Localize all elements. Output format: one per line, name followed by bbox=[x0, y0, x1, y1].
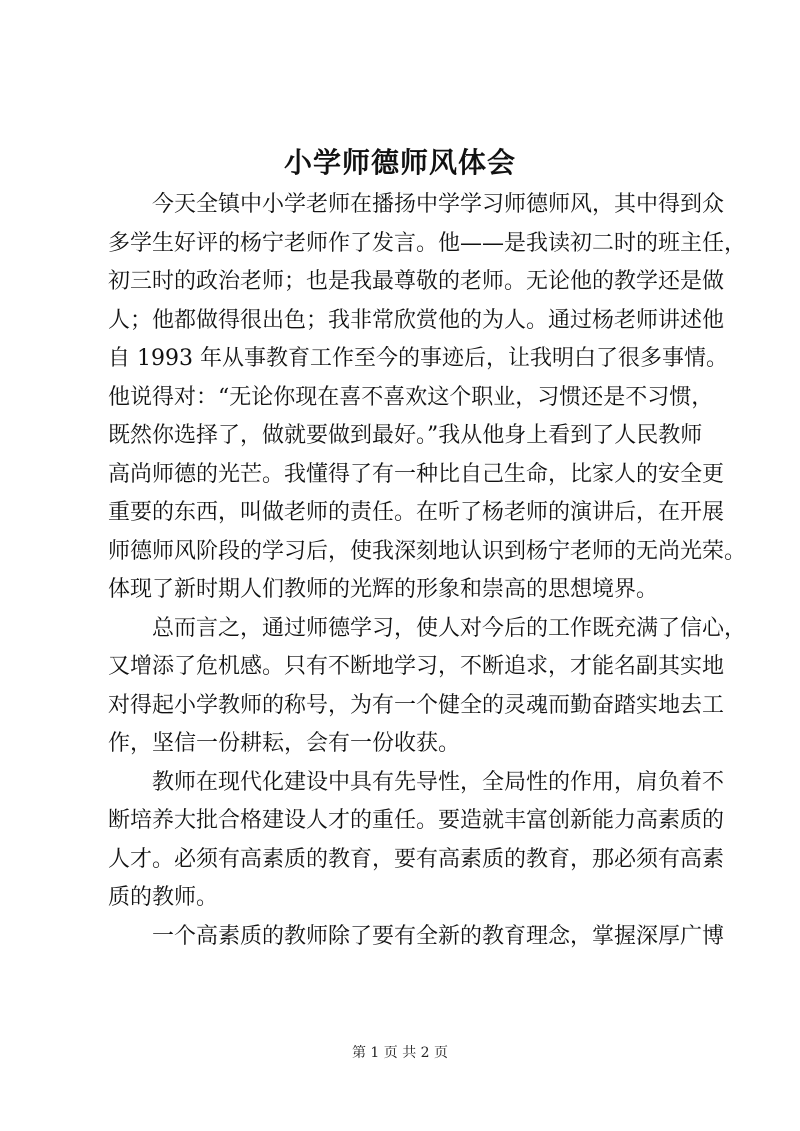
body-line: 师德师风阶段的学习后，使我深刻地认识到杨宁老师的无尚光荣。 bbox=[108, 538, 747, 564]
body-line: 人；他都做得很出色；我非常欣赏他的为人。通过杨老师讲述他 bbox=[108, 307, 725, 333]
body-line: 总而言之，通过师德学习，使人对今后的工作既充满了信心， bbox=[108, 615, 747, 641]
body-line: 今天全镇中小学老师在播扬中学学习师德师风，其中得到众 bbox=[108, 192, 725, 217]
page-number-footer: 第 1 页 共 2 页 bbox=[351, 1045, 449, 1061]
document-title: 小学师德师风体会 bbox=[283, 146, 516, 179]
body-line: 又增添了危机感。只有不断地学习，不断追求，才能名副其实地 bbox=[108, 654, 725, 679]
body-line: 多学生好评的杨宁老师作了发言。他——是我读初二时的班主任， bbox=[108, 230, 747, 256]
body-line: 质的教师。 bbox=[108, 885, 219, 910]
document-body bbox=[108, 186, 747, 956]
body-line: 对得起小学教师的称号，为有一个健全的灵魂而勤奋踏实地去工 bbox=[108, 692, 725, 718]
body-line: 初三时的政治老师；也是我最尊敬的老师。无论他的教学还是做 bbox=[108, 269, 725, 294]
body-line: 他说得对：“无论你现在喜不喜欢这个职业，习惯还是不习惯， bbox=[108, 384, 714, 410]
body-line: 体现了新时期人们教师的光辉的形象和崇高的思想境界。 bbox=[108, 577, 659, 602]
body-line: 教师在现代化建设中具有先导性，全局性的作用，肩负着不 bbox=[108, 769, 725, 795]
body-line: 作，坚信一份耕耘，会有一份收获。 bbox=[108, 731, 461, 756]
body-line: 既然你选择了，做就要做到最好。”我从他身上看到了人民教师 bbox=[108, 423, 703, 448]
body-line: 一个高素质的教师除了要有全新的教育理念，掌握深厚广博 bbox=[108, 923, 725, 949]
body-line: 人才。必须有高素质的教育，要有高素质的教育，那必须有高素 bbox=[108, 846, 725, 872]
body-line: 自 1993 年从事教育工作至今的事迹后，让我明白了很多事情。 bbox=[108, 346, 728, 371]
body-line: 重要的东西，叫做老师的责任。在听了杨老师的演讲后，在开展 bbox=[108, 500, 725, 525]
body-line: 断培养大批合格建设人才的重任。要造就丰富创新能力高素质的 bbox=[108, 808, 725, 833]
body-line: 高尚师德的光芒。我懂得了有一种比自己生命，比家人的安全更 bbox=[108, 461, 725, 487]
